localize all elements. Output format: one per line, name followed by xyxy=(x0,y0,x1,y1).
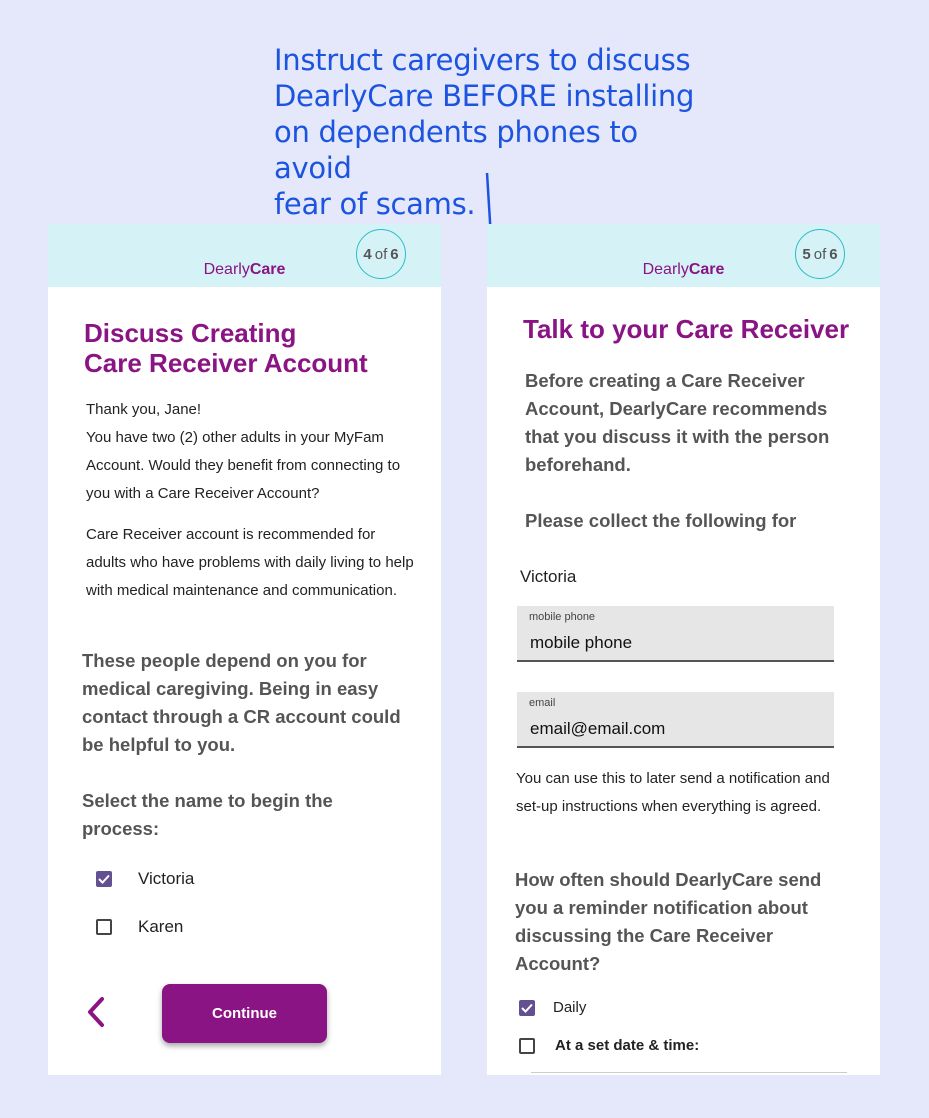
app-header xyxy=(487,224,880,287)
mobile-phone-field[interactable]: mobile phone mobile phone xyxy=(517,606,834,662)
checkbox-unchecked[interactable] xyxy=(519,1038,535,1054)
select-prompt: Select the name to begin the process: xyxy=(82,790,333,839)
page-title: Talk to your Care Receiver xyxy=(523,314,850,344)
reminder-option-set-date[interactable]: At a set date & time: xyxy=(519,1037,699,1054)
check-icon xyxy=(521,1003,533,1013)
screen-step-4 xyxy=(48,224,441,1075)
continue-button[interactable]: Continue xyxy=(162,984,327,1043)
intro-text: Thank you, Jane! You have two (2) other adults in your MyFam Account. Would they benefit from connecting to you with a Care Receiver Account? xyxy=(86,401,401,502)
screen-step-5 xyxy=(487,224,880,1075)
page-title: Discuss Creating Care Receiver Account xyxy=(84,318,368,378)
check-icon xyxy=(98,874,110,884)
reminder-question: How often should DearlyCare send you a reminder notification about discussing the Care Receiver Account? xyxy=(515,869,822,974)
step-indicator: 4 of 6 xyxy=(356,229,406,279)
recommendation-text: Care Receiver account is recommended for adults who have problems with daily living to help with medical maintenance and communication. xyxy=(86,526,414,599)
person-name: Victoria xyxy=(520,567,577,586)
collect-prompt: Please collect the following for xyxy=(525,510,797,531)
brand-logo: DearlyCare xyxy=(203,261,286,278)
annotation-note: Instruct caregivers to discuss DearlyCare BEFORE installing on dependents phones to avoid fear of scams. xyxy=(274,43,695,221)
person-option-karen[interactable]: Karen xyxy=(96,917,183,937)
emphasis-text: These people depend on you for medical caregiving. Being in easy contact through a CR account could be helpful to you. xyxy=(82,650,401,755)
reminder-option-daily[interactable]: Daily xyxy=(519,999,586,1016)
brand-logo: DearlyCare xyxy=(642,261,725,278)
email-field[interactable]: email email@email.com xyxy=(517,692,834,748)
chevron-left-icon[interactable] xyxy=(84,996,108,1028)
notification-note: You can use this to later send a notification and set-up instructions when everything is agreed. xyxy=(516,770,830,815)
checkbox-unchecked[interactable] xyxy=(96,919,112,935)
person-option-victoria[interactable]: Victoria xyxy=(96,869,194,889)
checkbox-checked[interactable] xyxy=(519,1000,535,1016)
app-header xyxy=(48,224,441,287)
intro-text: Before creating a Care Receiver Account, DearlyCare recommends that you discuss it with the person beforehand. xyxy=(525,370,830,475)
date-time-field-edge xyxy=(531,1072,847,1073)
step-indicator: 5 of 6 xyxy=(795,229,845,279)
checkbox-checked[interactable] xyxy=(96,871,112,887)
